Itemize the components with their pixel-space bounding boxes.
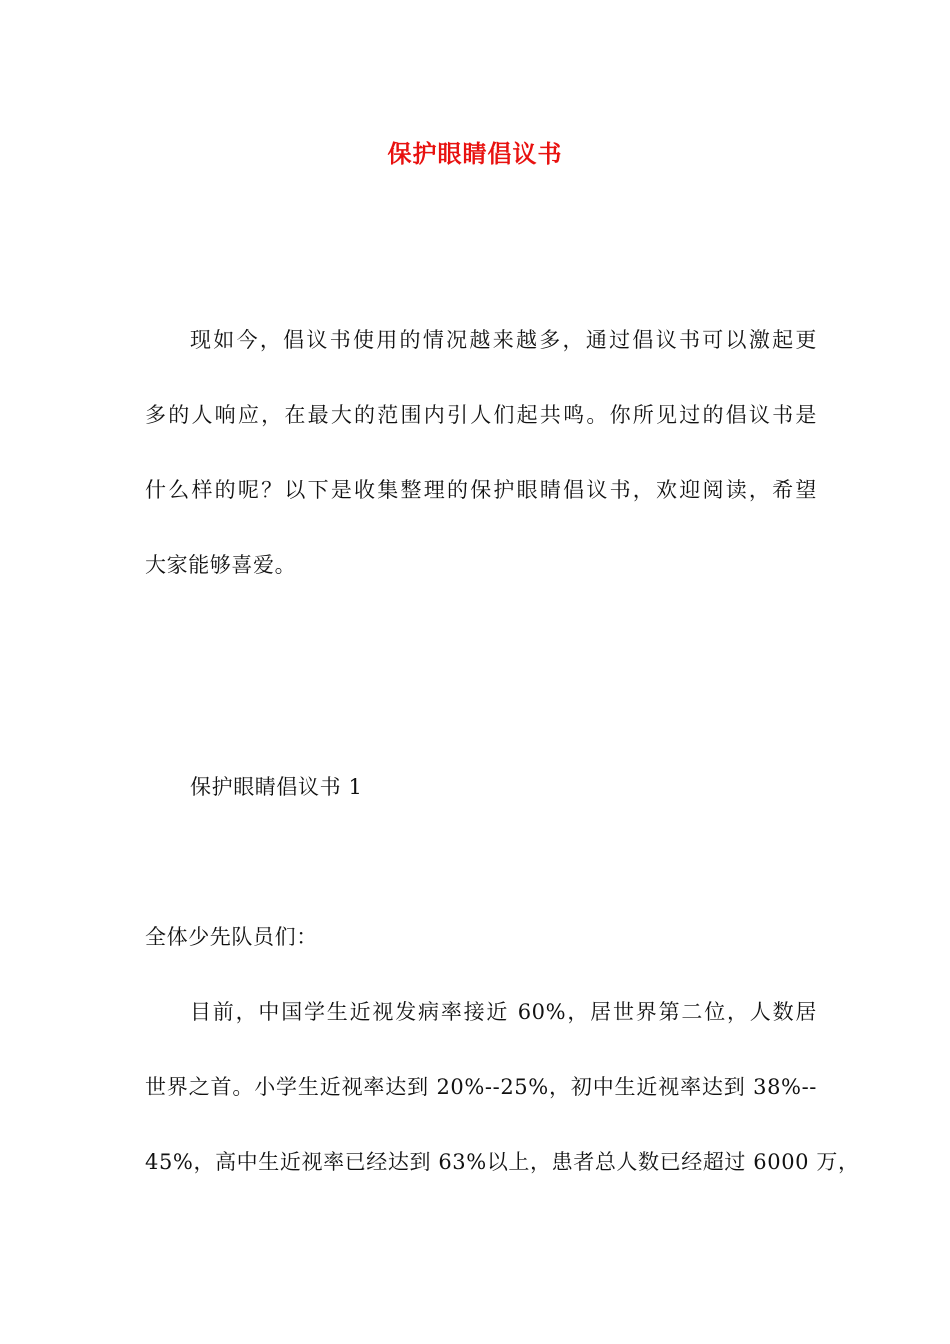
salutation: 全体少先队员们： [145,925,318,949]
intro-line-1: 现如今，倡议书使用的情况越来越多，通过倡议书可以激起更 [190,328,817,352]
intro-line-2: 多的人响应，在最大的范围内引人们起共鸣。你所见过的倡议书是 [145,403,817,427]
section-heading: 保护眼睛倡议书 1 [190,775,363,799]
document-title: 保护眼睛倡议书 [387,139,563,168]
intro-line-3: 什么样的呢？以下是收集整理的保护眼睛倡议书，欢迎阅读，希望 [145,478,817,502]
body-line-3: 45%，高中生近视率已经达到 63%以上，患者总人数已经超过 6000 万， [145,1150,860,1174]
body-line-2: 世界之首。小学生近视率达到 20%--25%，初中生近视率达到 38%-- [145,1075,817,1099]
intro-line-4: 大家能够喜爱。 [145,553,297,577]
body-line-1: 目前，中国学生近视发病率接近 60%，居世界第二位，人数居 [190,1000,817,1024]
